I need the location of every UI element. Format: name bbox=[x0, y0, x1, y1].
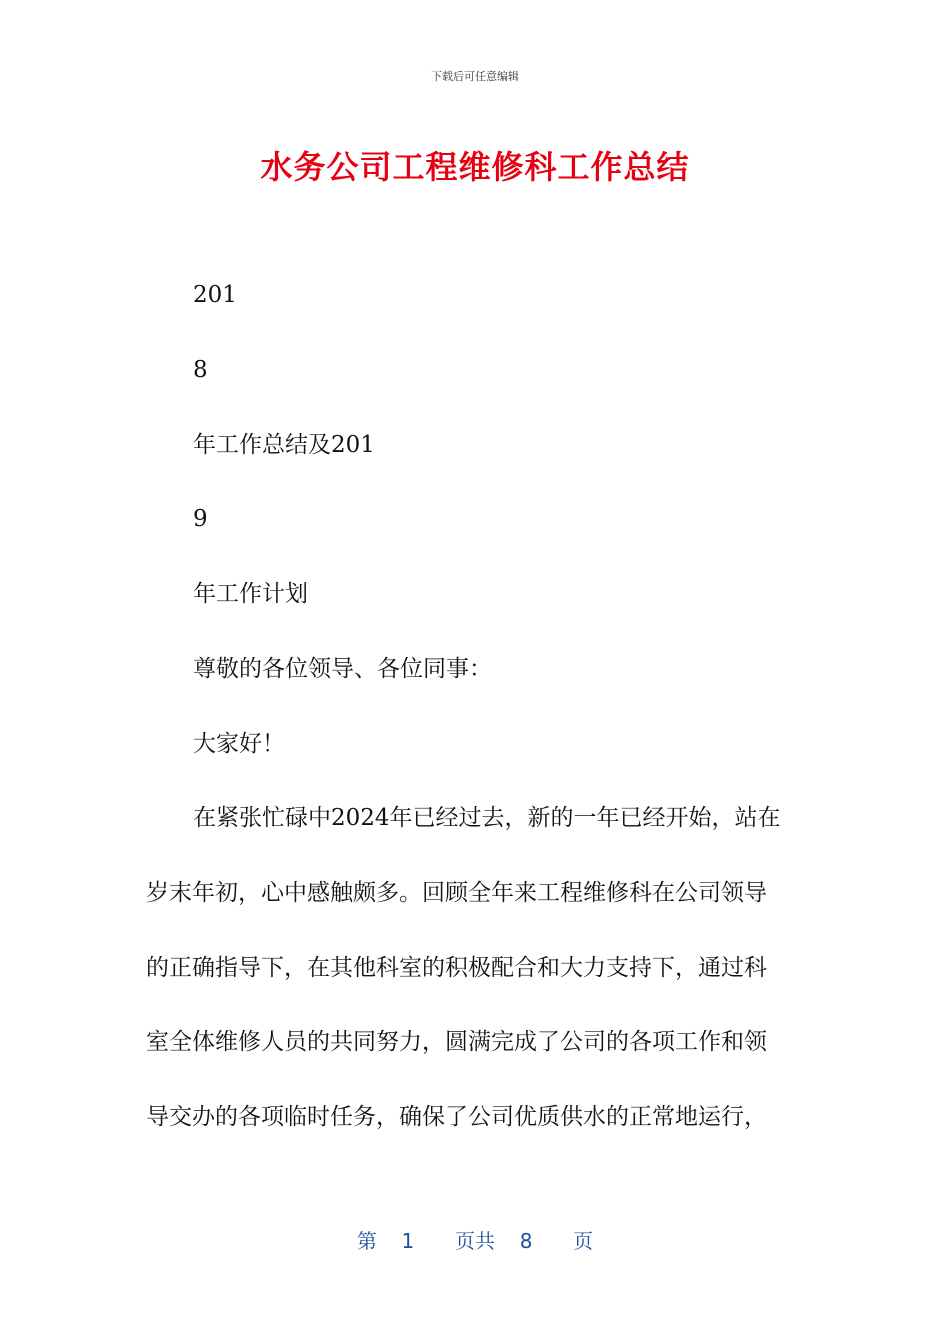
greeting: 大家好！ bbox=[193, 731, 285, 757]
footer-current-page: 1 bbox=[401, 1229, 415, 1253]
salutation: 尊敬的各位领导、各位同事： bbox=[193, 656, 492, 682]
footer-page-suffix: 页 bbox=[573, 1229, 594, 1253]
paragraph-line: 在紧张忙碌中2024年已经过去，新的一年已经开始，站在 bbox=[193, 805, 781, 831]
paragraph-line: 室全体维修人员的共同努力，圆满完成了公司的各项工作和领 bbox=[146, 1029, 767, 1055]
paragraph-line: 岁末年初，心中感触颇多。回顾全年来工程维修科在公司领导 bbox=[146, 880, 767, 906]
body-line: 年工作总结及201 bbox=[193, 432, 375, 458]
document-title: 水务公司工程维修科工作总结 bbox=[260, 148, 690, 186]
footer-page-prefix: 第 bbox=[356, 1229, 377, 1253]
body-line: 9 bbox=[193, 506, 208, 532]
body-line: 年工作计划 bbox=[193, 581, 308, 607]
paragraph-line: 的正确指导下，在其他科室的积极配合和大力支持下，通过科 bbox=[146, 955, 767, 981]
body-line: 8 bbox=[193, 357, 208, 383]
header-note: 下载后可任意编辑 bbox=[431, 70, 519, 83]
footer-page-mid: 页共 bbox=[455, 1229, 495, 1253]
paragraph-line: 导交办的各项临时任务，确保了公司优质供水的正常地运行， bbox=[146, 1104, 767, 1130]
footer-total-pages: 8 bbox=[519, 1229, 533, 1253]
body-line: 201 bbox=[193, 282, 237, 308]
page-footer bbox=[0, 1225, 950, 1254]
